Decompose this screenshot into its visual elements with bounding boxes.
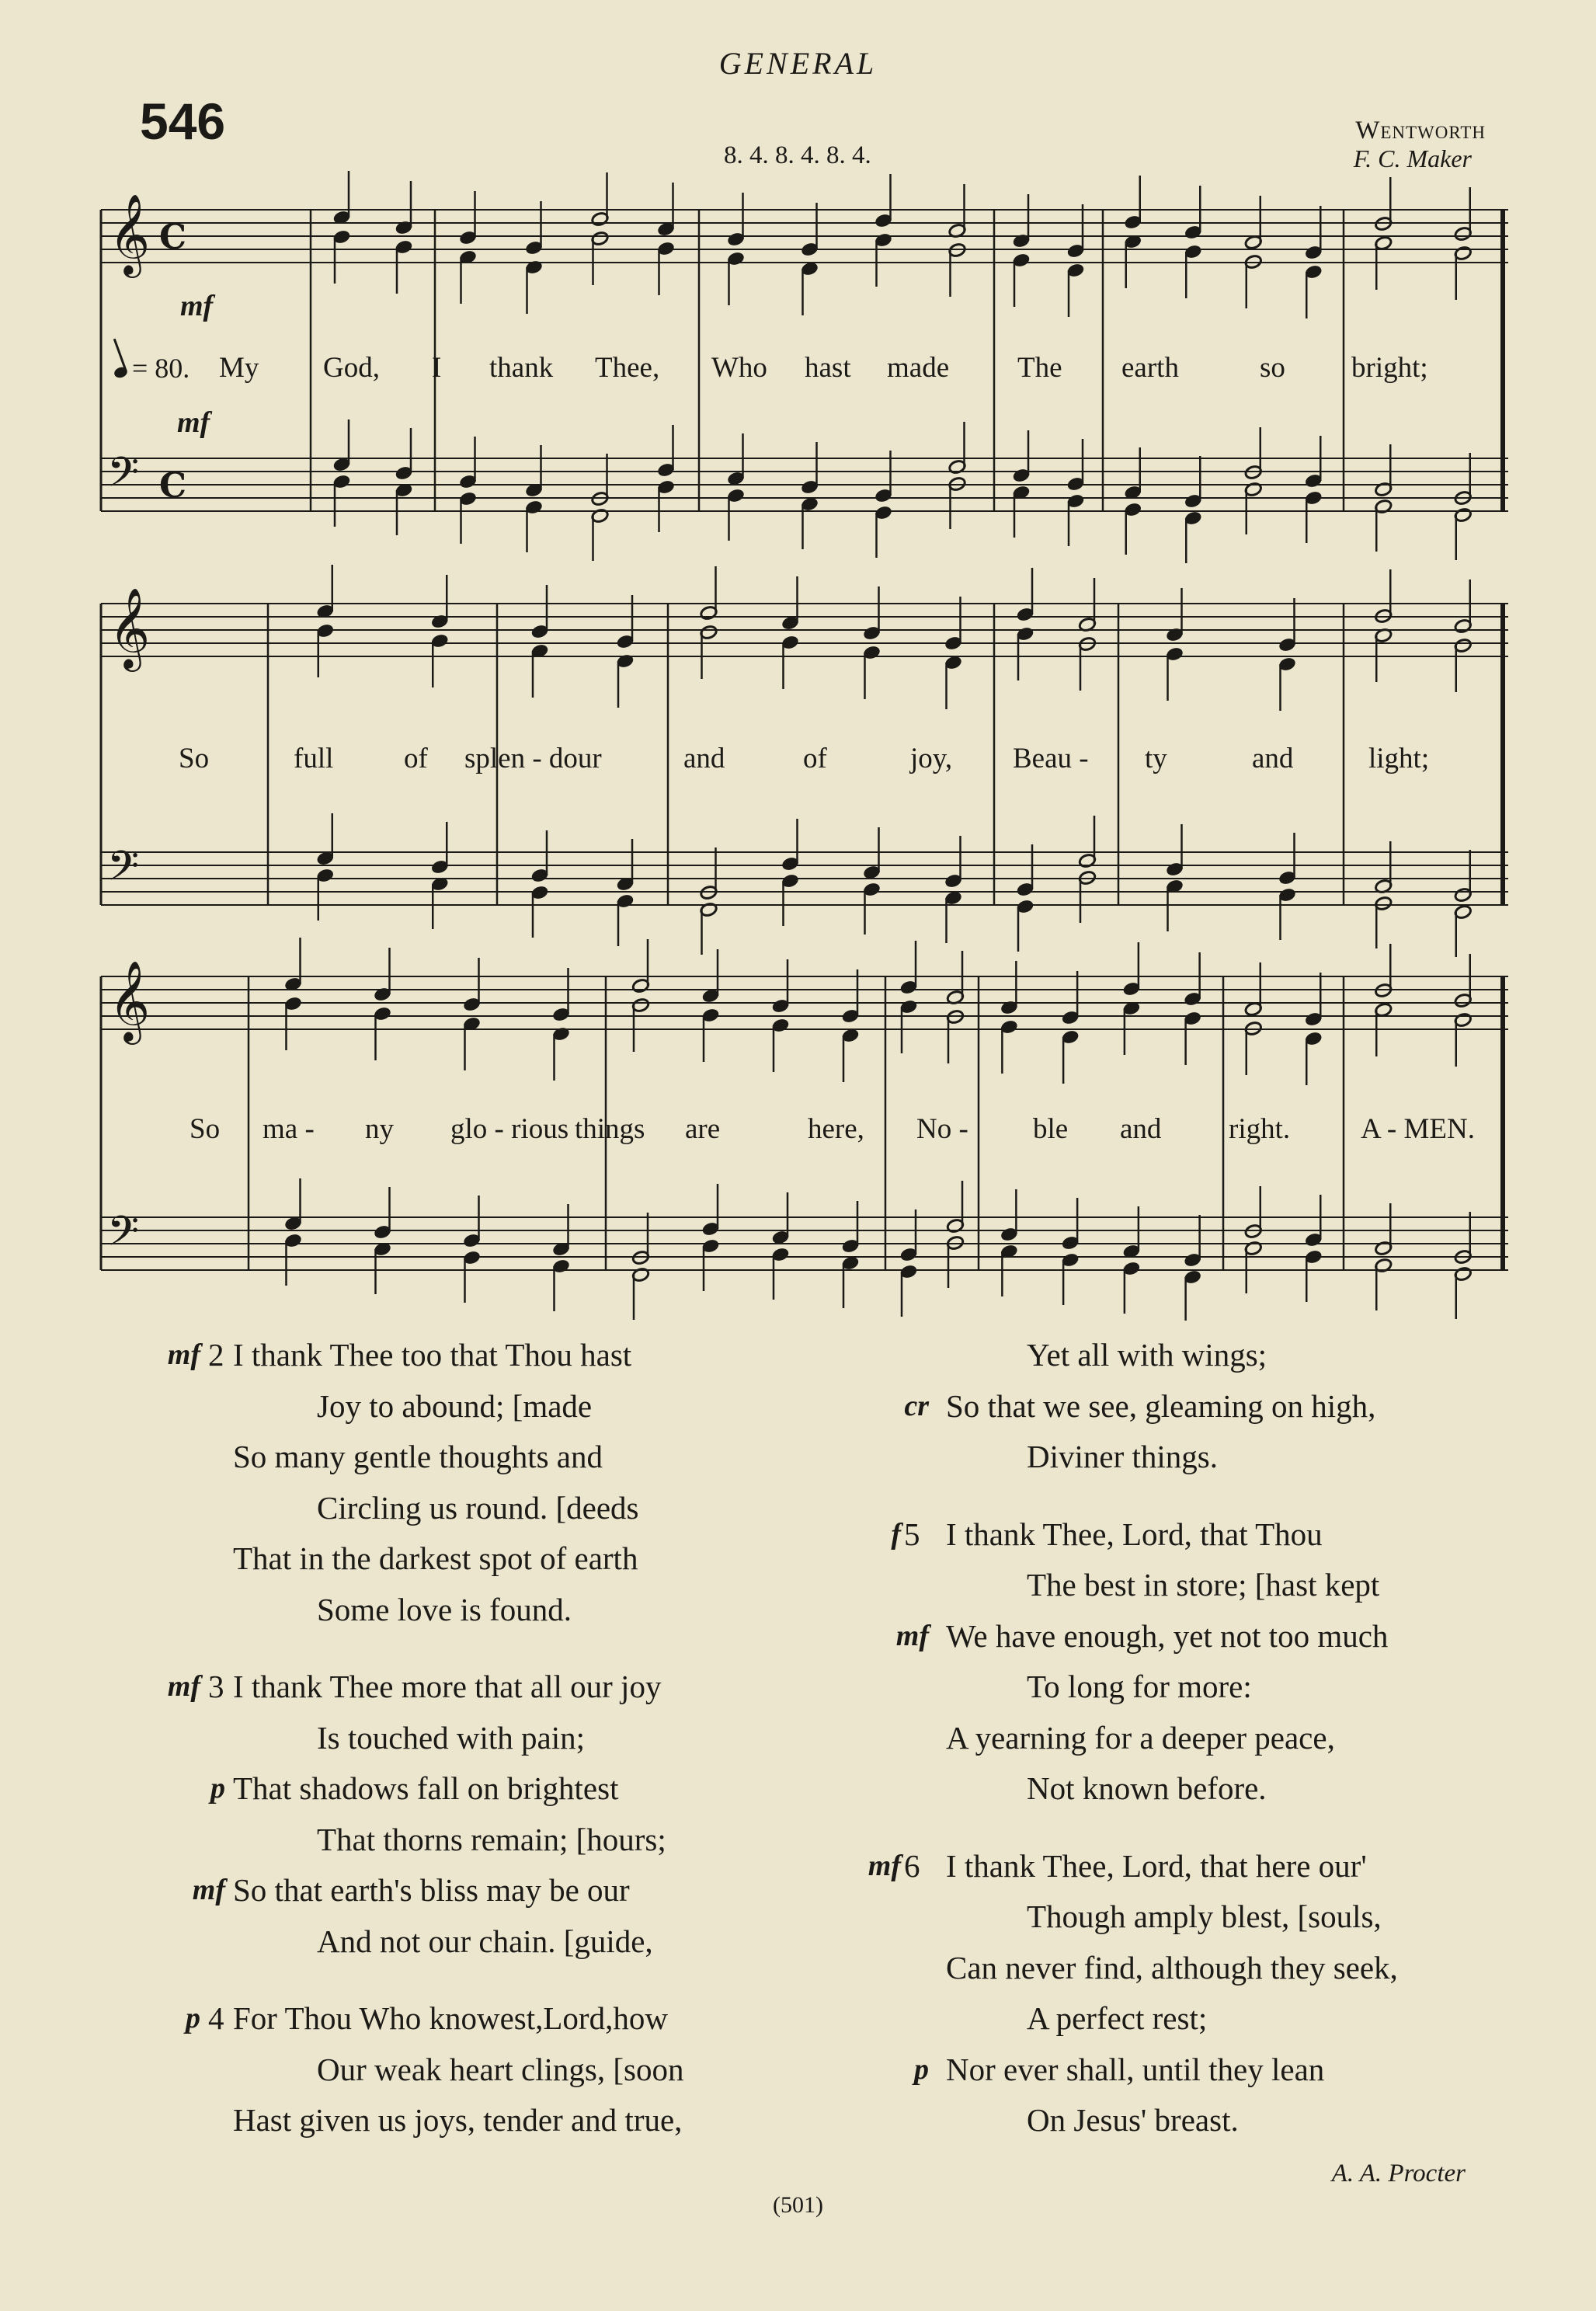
verse-text: Diviner things.: [1027, 1439, 1218, 1474]
lyric-syllable: of: [803, 743, 827, 774]
tempo-value: = 80.: [132, 353, 190, 384]
verse-text: That thorns remain; [hours;: [317, 1821, 666, 1857]
verse-dynamic: p: [914, 2052, 929, 2086]
verse-dynamic: mf: [167, 1670, 200, 1703]
verse-text: We have enough, yet not too much: [946, 1617, 1389, 1654]
lyric-syllable: things: [575, 1113, 645, 1145]
lyric-syllable: thank: [489, 352, 554, 384]
lyric-syllable: full: [294, 743, 334, 774]
lyric-syllable: So: [190, 1113, 221, 1145]
verse-text: I thank Thee, Lord, that Thou: [946, 1516, 1323, 1552]
lyric-syllable: and: [1120, 1113, 1162, 1145]
verse-dynamic: p: [186, 2002, 200, 2034]
hymn-number: 546: [140, 92, 226, 150]
verse-text: A yearning for a deeper peace,: [946, 1719, 1335, 1756]
bass-clef-icon: 𝄢: [107, 1208, 140, 1265]
verse-text: That in the darkest spot of earth: [233, 1540, 638, 1576]
verse-text: The best in store; [hast kept: [1027, 1567, 1380, 1603]
lyric-syllable: bright;: [1351, 352, 1428, 384]
verse-text: On Jesus' breast.: [1027, 2102, 1239, 2138]
lyric-syllable: of: [404, 743, 428, 774]
treble-clef-icon: 𝄞: [109, 960, 151, 1042]
verse-text: Not known before.: [1027, 1770, 1267, 1806]
verse-dynamic: cr: [904, 1389, 929, 1422]
lyric-syllable: earth: [1121, 352, 1179, 384]
verse-number: 4: [208, 2000, 224, 2036]
verse-dynamic: mf: [895, 1619, 929, 1652]
lyric-syllable: here,: [808, 1113, 864, 1145]
verse-text: To long for more:: [1027, 1669, 1252, 1704]
verse-text: For Thou Who knowest,Lord,how: [233, 2000, 668, 2036]
tune-name: Wentworth: [1355, 117, 1486, 144]
text-author: A. A. Procter: [1331, 2160, 1466, 2187]
verse-text: Is touched with pain;: [317, 1719, 586, 1756]
bass-clef-icon: 𝄢: [107, 843, 140, 900]
lyrics-line-2: [0, 742, 1596, 788]
lyrics-line-1: [0, 351, 1596, 398]
verse-text: Hast given us joys, tender and true,: [233, 2102, 683, 2138]
lyric-syllable: made: [887, 352, 950, 384]
lyric-syllable: God,: [323, 352, 380, 384]
composer: F. C. Maker: [1353, 144, 1472, 172]
meter: 8. 4. 8. 4. 8. 4.: [724, 141, 871, 169]
verse-text: Though amply blest, [souls,: [1027, 1899, 1382, 1934]
lyric-syllable: and: [683, 743, 725, 774]
lyric-syllable: Who: [711, 352, 767, 384]
verse-dynamic: mf: [167, 1338, 200, 1371]
verse-text: Nor ever shall, until they lean: [946, 2051, 1325, 2087]
dynamic-treble: mf: [180, 290, 214, 322]
lyric-syllable: Beau -: [1013, 743, 1089, 774]
verse-text: I thank Thee too that Thou hast: [233, 1337, 632, 1373]
lyric-syllable: light;: [1368, 743, 1430, 774]
treble-clef-icon: 𝄞: [109, 587, 151, 669]
common-time-icon: C: [159, 466, 187, 506]
bass-clef-icon: 𝄢: [107, 449, 140, 506]
lyric-syllable: ble: [1033, 1113, 1069, 1145]
lyric-syllable: so: [1260, 352, 1285, 384]
treble-clef-icon: 𝄞: [109, 193, 151, 275]
verse-text: Can never find, although they seek,: [946, 1949, 1398, 1986]
lyric-syllable: are: [685, 1113, 721, 1145]
lyric-syllable: ny: [365, 1113, 394, 1145]
lyric-syllable: and: [1252, 743, 1294, 774]
lyrics-line-3: [0, 1112, 1596, 1159]
verse-dynamic: mf: [192, 1874, 225, 1906]
verse-text: I thank Thee more that all our joy: [233, 1669, 662, 1704]
verse-text: Circling us round. [deeds: [317, 1489, 639, 1526]
verse-text: Joy to abound; [made: [317, 1387, 593, 1424]
verse-text: Our weak heart clings, [soon: [317, 2051, 684, 2087]
lyric-syllable: My: [219, 352, 259, 384]
verse-number: 5: [904, 1516, 920, 1552]
verse-text: So that earth's bliss may be our: [233, 1872, 630, 1908]
lyric-syllable: glo - rious: [450, 1113, 569, 1145]
verse-number: 2: [208, 1337, 224, 1373]
lyric-syllable: I: [432, 352, 442, 384]
lyric-syllable: ma -: [263, 1113, 315, 1145]
verse-text: That shadows fall on brightest: [233, 1770, 619, 1806]
section-heading: GENERAL: [718, 46, 878, 81]
verse-number: 6: [904, 1847, 920, 1884]
verse-text: A perfect rest;: [1027, 2000, 1208, 2036]
verse-dynamic: p: [210, 1772, 225, 1805]
page-number: (501): [773, 2192, 823, 2218]
lyric-syllable: So: [179, 743, 210, 774]
verse-text: And not our chain. [guide,: [317, 1923, 653, 1959]
lyric-syllable: hast: [805, 352, 851, 384]
verse-dynamic: f: [891, 1517, 901, 1551]
lyric-syllable: right.: [1229, 1113, 1291, 1145]
lyric-syllable: A - MEN.: [1361, 1113, 1475, 1145]
verse-number: 3: [208, 1669, 224, 1704]
verse-text: So many gentle thoughts and: [233, 1439, 603, 1474]
common-time-icon: C: [159, 218, 187, 257]
verse-text: Some love is found.: [317, 1591, 572, 1627]
verse-text: I thank Thee, Lord, that here our': [946, 1847, 1367, 1884]
lyric-syllable: splen - dour: [464, 743, 602, 774]
verse-text: So that we see, gleaming on high,: [946, 1387, 1376, 1424]
lyric-syllable: No -: [916, 1113, 968, 1145]
lyric-syllable: ty: [1145, 743, 1167, 774]
lyric-syllable: The: [1017, 352, 1062, 384]
verse-text: Yet all with wings;: [1027, 1337, 1267, 1373]
dynamic-bass: mf: [177, 406, 210, 439]
lyric-syllable: joy,: [910, 743, 953, 774]
lyric-syllable: Thee,: [595, 352, 660, 384]
verse-dynamic: mf: [868, 1849, 901, 1882]
